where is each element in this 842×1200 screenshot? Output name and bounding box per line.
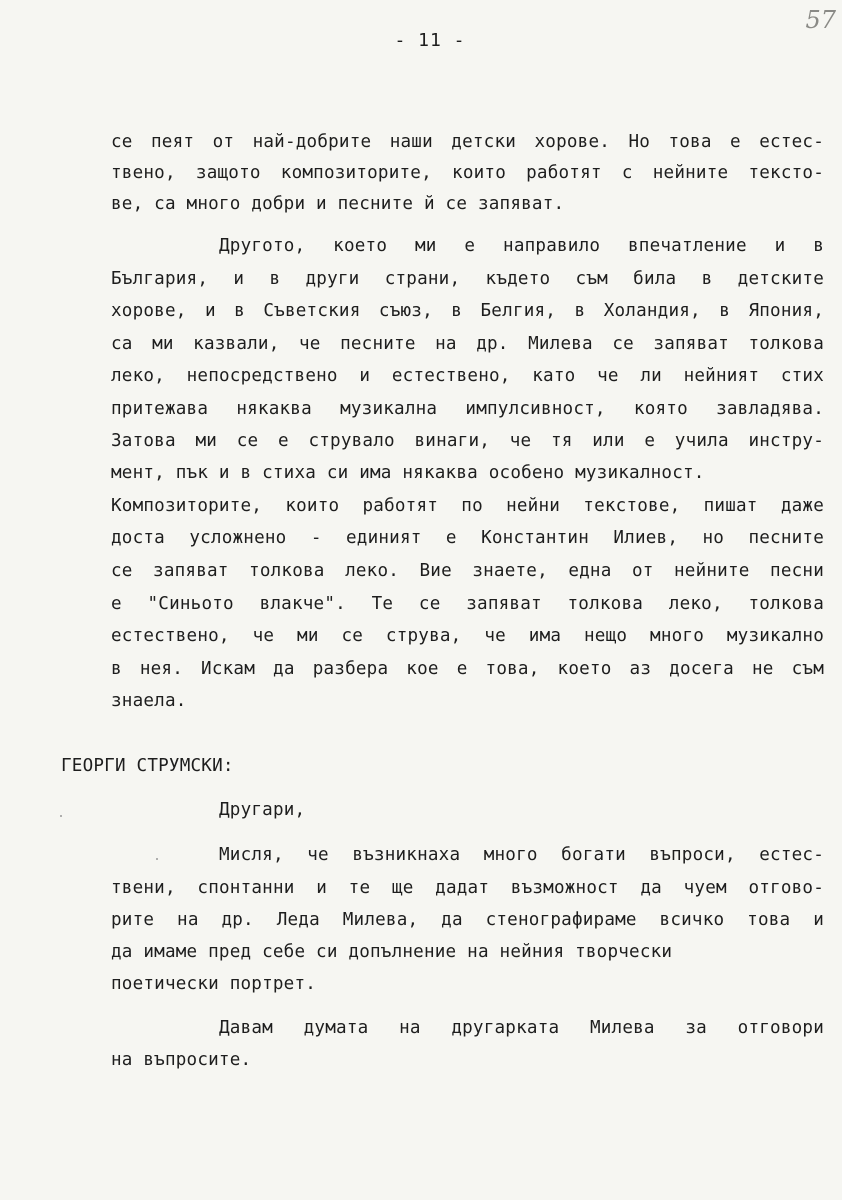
- paper-speck: [60, 815, 62, 817]
- text-line: ве, са много добри и песните й се запяват.: [111, 194, 565, 214]
- text-line: Затова ми се е струвало винаги, че тя или е учила инстру-: [111, 431, 824, 451]
- text-line: притежава някаква музикална импулсивност, която завладява.: [111, 399, 824, 419]
- paper-speck: [156, 858, 158, 860]
- text-line: естествено, че ми се струва, че има нещо много музикално: [111, 626, 824, 646]
- text-line: да имаме пред себе си допълнение на нейния творчески: [111, 942, 673, 962]
- greeting: Другари,: [219, 800, 306, 820]
- text-line: се пеят от най-добрите наши детски хорове. Но това е естес-: [111, 132, 824, 152]
- page-number: - 11 -: [394, 30, 466, 51]
- text-line: България, и в други страни, където съм била в детските: [111, 269, 824, 289]
- text-line: твени, спонтанни и те ще дадат възможност да чуем отгово-: [111, 878, 824, 898]
- text-line: е "Синьото влакче". Те се запяват толкова леко, толкова: [111, 594, 824, 614]
- text-line: се запяват толкова леко. Вие знаете, една от нейните песни: [111, 561, 824, 581]
- text-line: твено, защото композиторите, които работят с нейните тексто-: [111, 163, 824, 183]
- text-line: на въпросите.: [111, 1050, 252, 1070]
- text-line: мент, пък и в стиха си има някаква особено музикалност.: [111, 463, 705, 483]
- text-line: в нея. Искам да разбера кое е това, което аз досега не съм: [111, 659, 824, 679]
- text-line: леко, непосредствено и естествено, като че ли нейният стих: [111, 366, 824, 386]
- text-line: Другото, което ми е направило впечатление и в: [219, 236, 824, 256]
- text-line: Давам думата на другарката Милева за отговори: [219, 1018, 824, 1038]
- text-line: хорове, и в Съветския съюз, в Белгия, в Холандия, в Япония,: [111, 301, 824, 321]
- text-line: поетически портрет.: [111, 974, 317, 994]
- text-line: Композиторите, които работят по нейни текстове, пишат даже: [111, 496, 824, 516]
- speaker-name: ГЕОРГИ СТРУМСКИ:: [61, 756, 234, 776]
- text-line: знаела.: [111, 691, 187, 711]
- text-line: Мисля, че възникнаха много богати въпроси, естес-: [219, 845, 824, 865]
- text-line: са ми казвали, че песните на др. Милева се запяват толкова: [111, 334, 824, 354]
- text-line: рите на др. Леда Милева, да стенографираме всичко това и: [111, 910, 824, 930]
- handwritten-folio-number: 57: [805, 6, 836, 34]
- text-line: доста усложнено - единият е Константин Илиев, но песните: [111, 528, 824, 548]
